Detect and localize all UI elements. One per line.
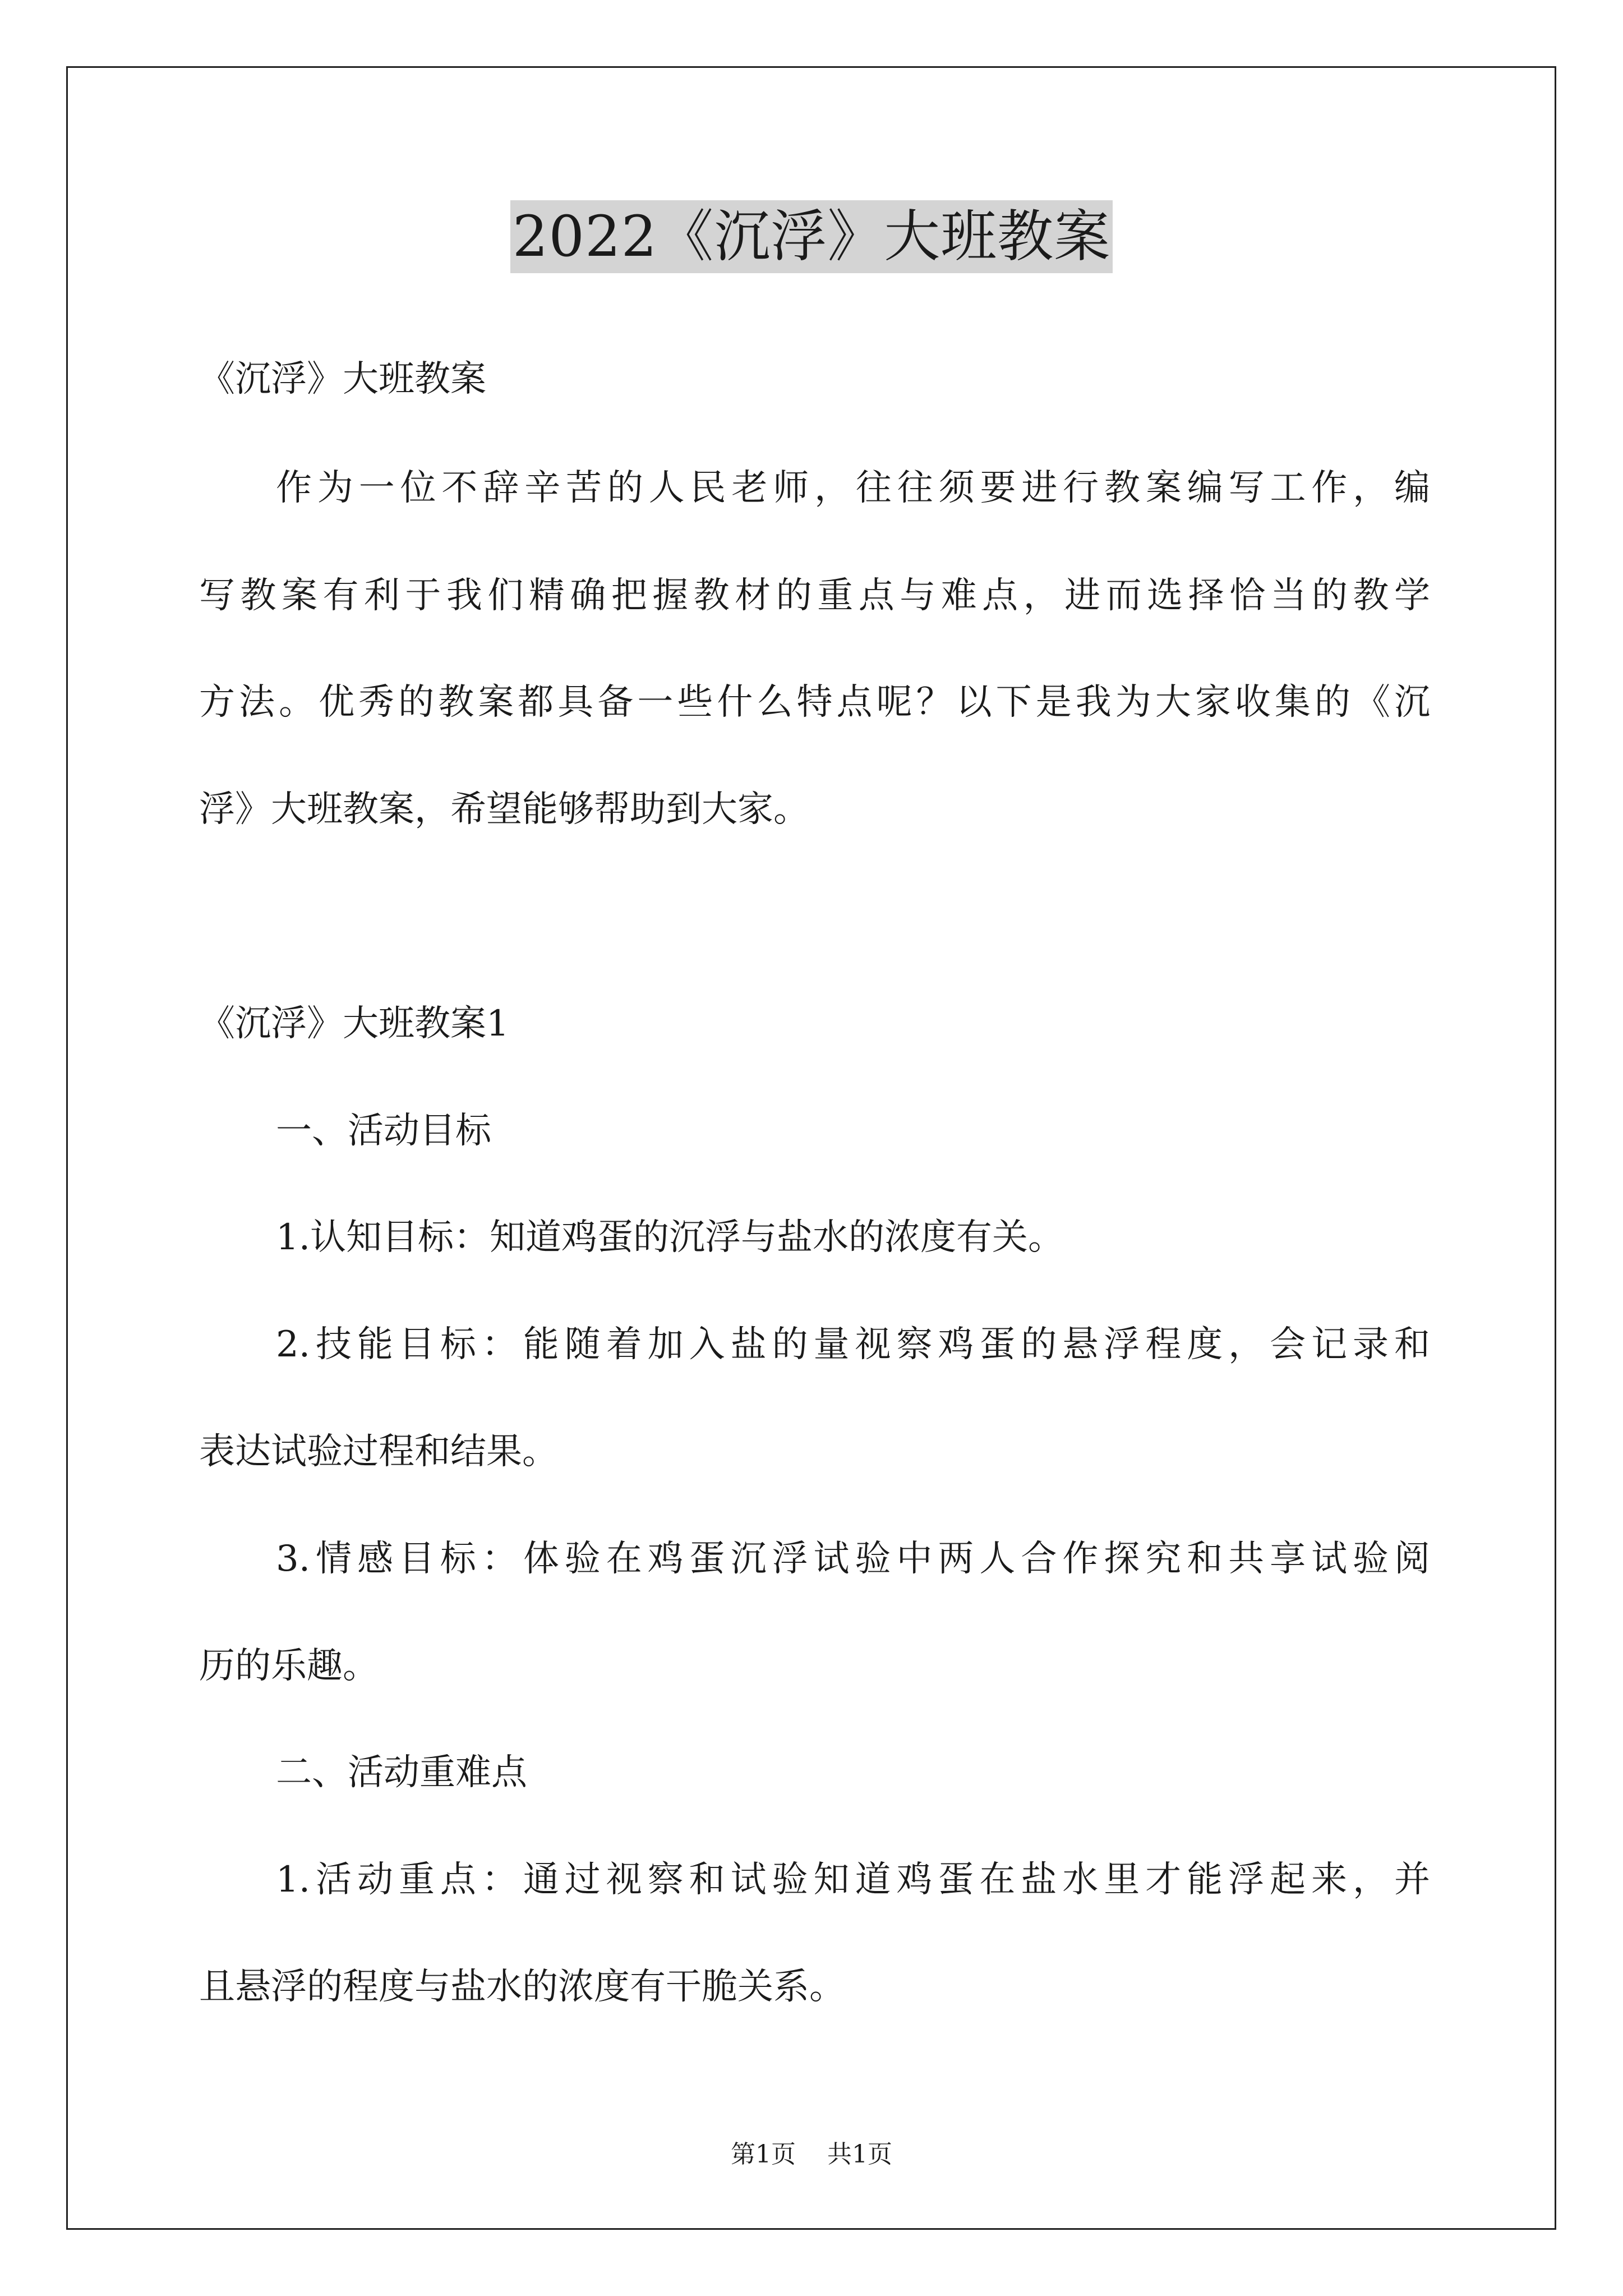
page-footer <box>0 2139 1623 2170</box>
key-point-1-line-1: 1.活动重点：通过视察和试验知道鸡蛋在盐水里才能浮起来，并 <box>276 1859 1430 1901</box>
title-container <box>0 200 1623 273</box>
document-title: 2022《沉浮》大班教案 <box>510 200 1113 273</box>
intro-line-4: 浮》大班教案，希望能够帮助到大家。 <box>199 789 809 830</box>
page-number: 第1页 <box>731 2140 796 2169</box>
goal-3-line-1: 3.情感目标：体验在鸡蛋沉浮试验中两人合作探究和共享试验阅 <box>276 1538 1430 1580</box>
goal-3-line-2: 历的乐趣。 <box>199 1645 379 1687</box>
goal-1: 1.认知目标：知道鸡蛋的沉浮与盐水的浓度有关。 <box>276 1217 1064 1258</box>
subtitle: 《沉浮》大班教案 <box>199 358 486 400</box>
intro-line-3: 方法。优秀的教案都具备一些什么特点呢？以下是我为大家收集的《沉 <box>199 682 1430 723</box>
section-heading: 《沉浮》大班教案1 <box>199 1003 509 1045</box>
intro-line-2: 写教案有利于我们精确把握教材的重点与难点，进而选择恰当的教学 <box>199 575 1430 616</box>
intro-line-1: 作为一位不辞辛苦的人民老师，往往须要进行教案编写工作，编 <box>276 467 1430 509</box>
key-points-heading: 二、活动重难点 <box>276 1752 527 1793</box>
goals-heading: 一、活动目标 <box>276 1110 491 1152</box>
goal-2-line-1: 2.技能目标：能随着加入盐的量视察鸡蛋的悬浮程度，会记录和 <box>276 1324 1430 1365</box>
goal-2-line-2: 表达试验过程和结果。 <box>199 1431 558 1473</box>
key-point-1-line-2: 且悬浮的程度与盐水的浓度有干脆关系。 <box>199 1966 845 2008</box>
page-total: 共1页 <box>827 2140 892 2169</box>
